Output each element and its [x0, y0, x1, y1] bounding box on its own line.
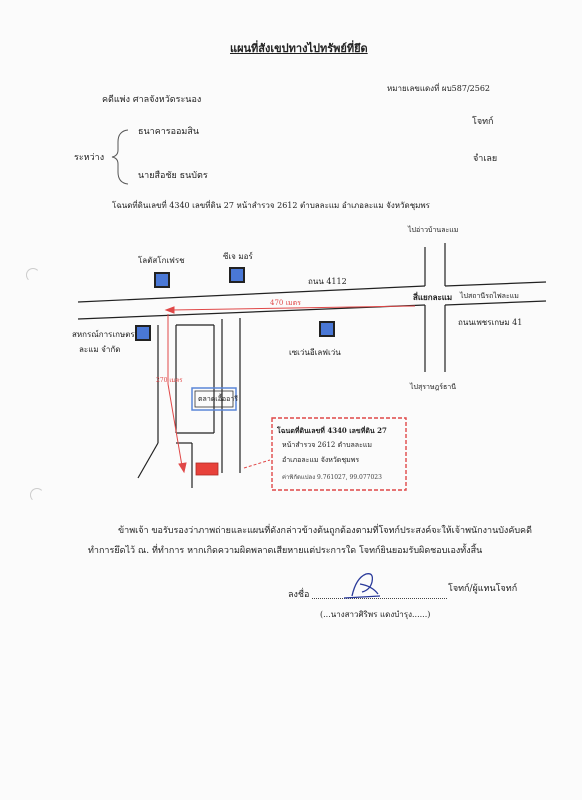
label-to-surat: ไปสุราษฎร์ธานี [410, 383, 456, 391]
label-market: ตลาดเอื้ออารี [198, 395, 239, 403]
lotus-marker-icon [154, 272, 170, 288]
coop-marker-icon [135, 325, 151, 341]
signature-line [312, 598, 447, 599]
signer-name: (...นางสาวศิริพร แดงบำรุง......) [320, 610, 431, 619]
label-road-4112: ถนน 4112 [308, 277, 347, 286]
certification-line1: ข้าพเจ้า ขอรับรองว่าภาพถ่ายและแผนที่ดังกล่าวข้างต้นถูกต้องตามที่โจทก์ประสงค์จะให้เจ้าพนักงานบังคับคดี [118, 526, 532, 536]
signer-role: โจทก์/ผู้แทนโจทก์ [448, 584, 518, 594]
sign-label: ลงชื่อ [288, 590, 310, 600]
label-seven-eleven: เซเว่นอีเลฟเว่น [289, 348, 341, 357]
callout-coordinates: ค่าพิกัดแปลง 9.761027, 99.077023 [282, 474, 382, 481]
callout-deed-line1: โฉนดที่ดินเลขที่ 4340 เลขที่ดิน 27 [277, 426, 387, 435]
plaintiff-name: ธนาคารออมสิน [138, 127, 199, 137]
label-coop-line2: ละแม จำกัด [79, 345, 121, 354]
court-line: คดีแพ่ง ศาลจังหวัดระนอง [102, 95, 202, 105]
label-intersection: สี่แยกละแม [413, 292, 453, 302]
label-distance-270: 270 เมตร [156, 377, 183, 384]
label-distance-470: 470 เมตร [270, 299, 301, 307]
between-label: ระหว่าง [74, 153, 105, 163]
defendant-name: นายสือชัย ธนบัตร [138, 171, 208, 181]
label-cj-more: ซีเจ มอร์ [223, 252, 253, 261]
cj-more-marker-icon [229, 267, 245, 283]
certification-line2: ทำการยึดไว้ ณ. ที่ทำการ หากเกิดความผิดพลาดเสียหายแต่ประการใด โจทก์ยินยอมรับผิดชอบเองทั้งสิ้น [88, 546, 483, 556]
label-to-lamae-station: ไปสถานีรถไฟละแม [460, 292, 519, 300]
label-road-phetkasem: ถนนเพชรเกษม 41 [458, 318, 523, 327]
document-title: แผนที่สังเขปทางไปทรัพย์ที่ยึด [230, 42, 368, 55]
seven-eleven-marker-icon [319, 321, 335, 337]
label-lotus: โลตัสโกเฟรช [138, 256, 185, 265]
plaintiff-label: โจทก์ [472, 117, 494, 127]
label-coop: สหกรณ์การเกษตร [72, 330, 135, 339]
defendant-label: จำเลย [473, 154, 498, 164]
label-to-lamae-beach: ไปอ่าวบ้านละแม [408, 226, 459, 234]
case-number: หมายเลขแดงที่ ผบ587/2562 [387, 84, 490, 93]
callout-deed-line2: หน้าสำรวจ 2612 ตำบลละแม [282, 441, 372, 449]
callout-deed-line3: อำเภอละแม จังหวัดชุมพร [282, 456, 360, 464]
deed-line: โฉนดที่ดินเลขที่ 4340 เลขที่ดิน 27 หน้าสำรวจ 2612 ตำบลละแม อำเภอละแม จังหวัดชุมพร [112, 201, 430, 210]
